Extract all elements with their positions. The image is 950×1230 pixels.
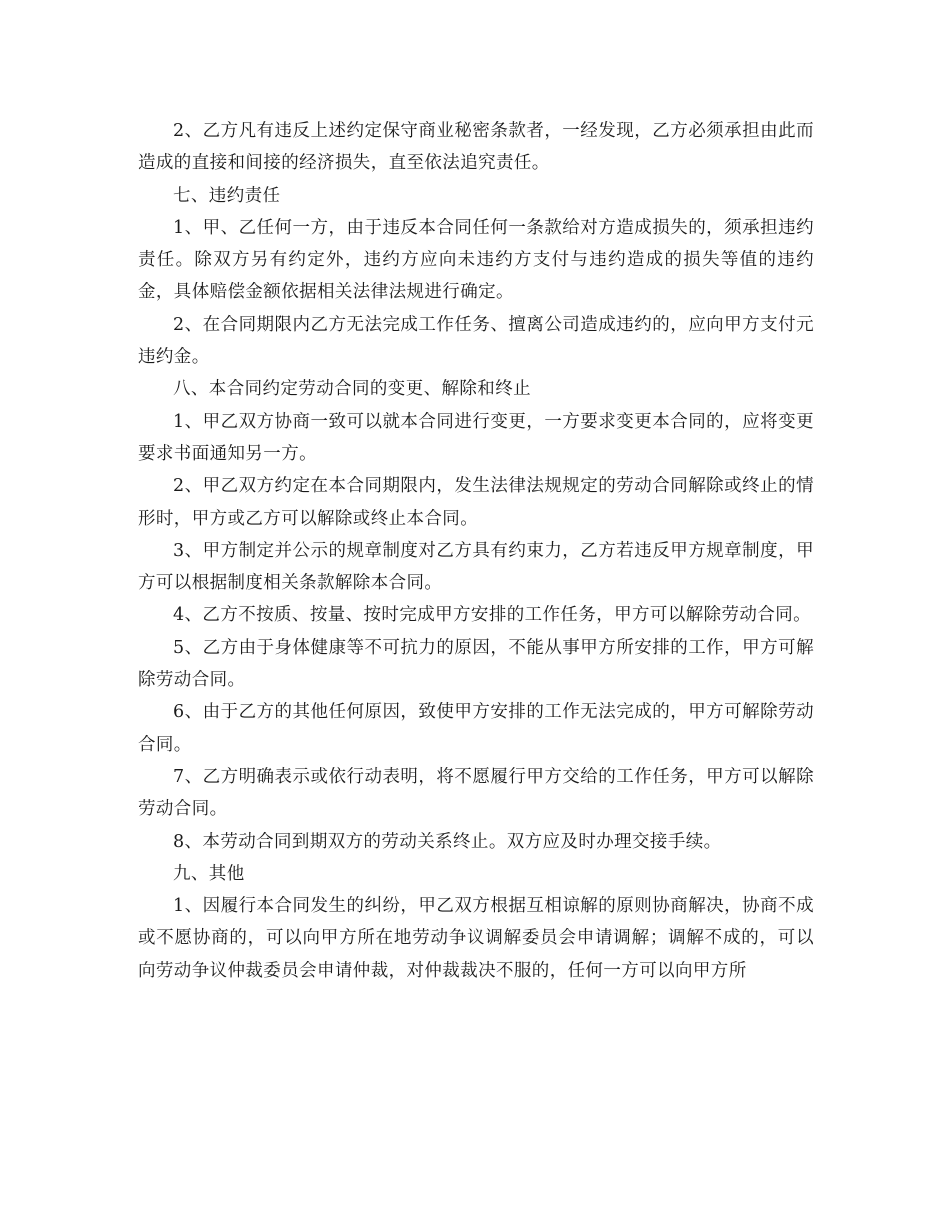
section-heading-8: 八、本合同约定劳动合同的变更、解除和终止 [173, 379, 531, 400]
document-page [138, 115, 814, 987]
clause-8-8: 8、本劳动合同到期双方的劳动关系终止。双方应及时办理交接手续。 [173, 831, 722, 852]
clause-7-1: 1、甲、乙任何一方，由于违反本合同任何一条款给对方造成损失的，须承担违约责任。除双方另有约定外，违约方应向未违约方支付与违约造成的损失等值的违约金，具体赔偿金额依据相关法律法规进行确定。 [138, 217, 814, 303]
clause-8-7: 7、乙方明确表示或依行动表明，将不愿履行甲方交给的工作任务，甲方可以解除劳动合同。 [138, 766, 814, 820]
clause-8-1: 1、甲乙双方协商一致可以就本合同进行变更，一方要求变更本合同的，应将变更要求书面通知另一方。 [138, 411, 814, 464]
clause-8-3: 3、甲方制定并公示的规章制度对乙方具有约束力，乙方若违反甲方规章制度，甲方可以根据制度相关条款解除本合同。 [138, 540, 814, 594]
clause-9-1: 1、因履行本合同发生的纠纷，甲乙双方根据互相谅解的原则协商解决，协商不成或不愿协商的，可以向甲方所在地劳动争议调解委员会申请调解；调解不成的，可以向劳动争议仲裁委员会申请仲裁，对仲裁裁决不服的，任何一方可以向甲方所 [138, 896, 814, 981]
clause-7-2: 2、在合同期限内乙方无法完成工作任务、擅离公司造成违约的，应向甲方支付元违约金。 [138, 314, 814, 368]
clause-6-2: 2、乙方凡有违反上述约定保守商业秘密条款者，一经发现，乙方必须承担由此而造成的直接和间接的经济损失，直至依法追究责任。 [138, 121, 814, 174]
clause-8-2: 2、甲乙双方约定在本合同期限内，发生法律法规规定的劳动合同解除或终止的情形时，甲方或乙方可以解除或终止本合同。 [138, 476, 814, 529]
section-heading-9: 九、其他 [173, 863, 245, 884]
clause-8-4: 4、乙方不按质、按量、按时完成甲方安排的工作任务，甲方可以解除劳动合同。 [173, 605, 812, 626]
section-heading-7: 七、违约责任 [173, 185, 281, 206]
clause-8-6: 6、由于乙方的其他任何原因，致使甲方安排的工作无法完成的，甲方可解除劳动合同。 [138, 702, 814, 755]
clause-8-5: 5、乙方由于身体健康等不可抗力的原因，不能从事甲方所安排的工作，甲方可解除劳动合同。 [138, 637, 814, 691]
